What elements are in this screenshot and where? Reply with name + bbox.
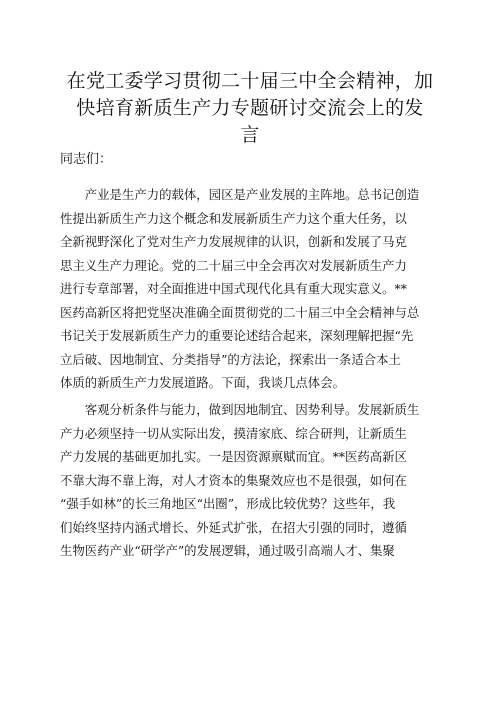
text-line: 性提出新质生产力这个概念和发展新质生产力这个重大任务，以: [60, 210, 407, 226]
title-line: 快培育新质生产力专题研讨交流会上的发: [76, 97, 424, 119]
text-line: 体质的新质生产力发展道路。下面，我谈几点体会。: [60, 375, 345, 390]
title-line: 言: [240, 124, 260, 146]
text-line: 立后破、因地制宜、分类指导”的方法论，探索出一条适合本土: [60, 351, 401, 367]
text-line: 书记关于发展新质生产力的重要论述结合起来，深刻理解把握“先: [60, 328, 414, 343]
text-line: “强手如林”的长三角地区“出圈”，形成比较优势？这些年，我: [60, 496, 396, 511]
text-line: 们始终坚持内涵式增长、外延式扩张，在招大引强的同时，遵循: [60, 519, 407, 535]
text-line: 不靠大海不靠上海，对人才资本的集聚效应也不是很强，如何在: [60, 472, 407, 488]
text-line: 医药高新区将把党坚决准确全面贯彻党的二十届三中全会精神与总: [60, 304, 420, 320]
greeting: 同志们：: [60, 152, 113, 167]
text-line: 产业是生产力的载体，园区是产业发展的主阵地。总书记创造: [60, 187, 420, 202]
text-line: 思主义生产力理论。党的二十届三中全会再次对发展新质生产力: [60, 257, 407, 273]
text-line: 生物医药产业“研学产”的发展逻辑，通过吸引高端人才、集聚: [60, 543, 395, 558]
paragraph-1: [60, 183, 432, 395]
text-line: 客观分析条件与能力，做到因地制宜、因势利导。发展新质生: [60, 402, 420, 417]
title-line: 在党工委学习贯彻二十届三中全会精神，加: [66, 70, 434, 92]
paragraph-2: [60, 398, 432, 563]
text-line: 全新视野深化了党对生产力发展规律的认识，创新和发展了马克: [60, 234, 407, 249]
document-title: [60, 68, 440, 149]
text-line: 产力发展的基础更加扎实。一是因资源禀赋而宜。**医药高新区: [60, 449, 407, 464]
text-line: 进行专章部署，对全面推进中国式现代化具有重大现实意义。**: [60, 281, 407, 296]
text-line: 产力必须坚持一切从实际出发，摸清家底、综合研判，让新质生: [60, 425, 407, 441]
